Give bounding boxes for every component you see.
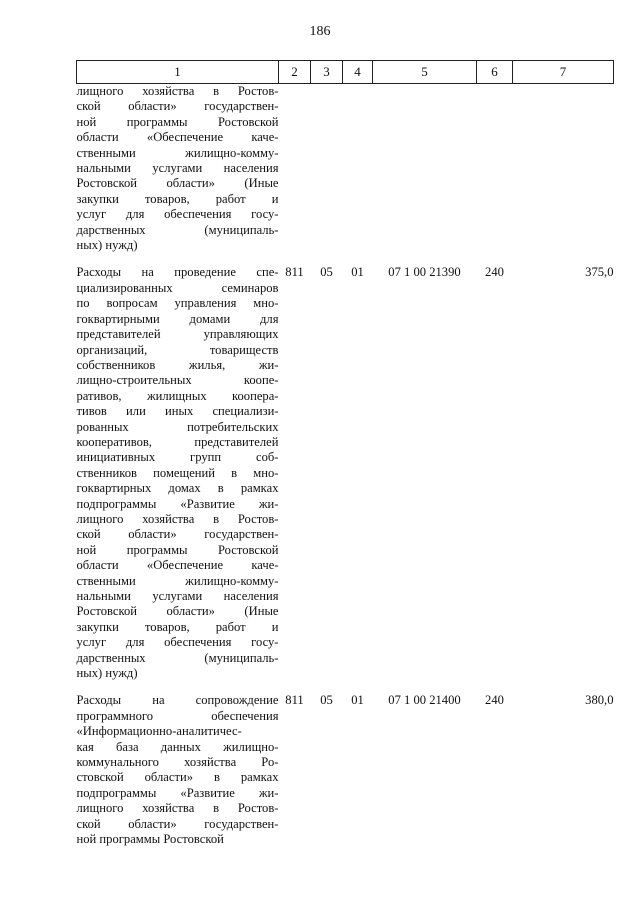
header-row — [77, 61, 614, 84]
description-line: ской области» государствен- — [76, 99, 279, 114]
row-spacer — [77, 253, 614, 265]
header-col-4: 4 — [343, 61, 373, 84]
row-spacer — [77, 681, 614, 693]
cell-col5: 07 1 00 21400 — [388, 693, 461, 708]
cell-col6: 240 — [485, 693, 504, 708]
description-line: ственников помещений в мно- — [76, 465, 279, 480]
description-line: дарственных (муниципаль- — [76, 222, 279, 237]
description-line: представителей управляющих — [76, 327, 279, 342]
description-line: Ростовской области» (Иные — [76, 176, 279, 191]
description-line: рованных потребительских — [76, 419, 279, 434]
description-line: Расходы на проведение спе- — [76, 265, 279, 280]
page-number: 186 — [309, 24, 331, 39]
description-line: ративов, жилищных коопера- — [76, 388, 279, 403]
header-col-6: 6 — [477, 61, 513, 84]
description-line: ственными жилищно-комму- — [76, 573, 279, 588]
description-line: услуг для обеспечения госу- — [76, 635, 279, 650]
header-col-3: 3 — [311, 61, 343, 84]
description-line: ной программы Ростовской — [76, 832, 224, 847]
cell-col3: 05 — [320, 265, 333, 280]
description-line: лищно-строительных коопе- — [76, 373, 279, 388]
description-line: лищного хозяйства в Ростов- — [76, 511, 279, 526]
cell-col7: 380,0 — [585, 693, 614, 708]
cell-col3: 05 — [320, 693, 333, 708]
description-line: ной программы Ростовской — [76, 114, 279, 129]
header-col-5: 5 — [373, 61, 477, 84]
description-line: услуг для обеспечения госу- — [76, 207, 279, 222]
cell-col4: 01 — [351, 693, 364, 708]
description-line: закупки товаров, работ и — [76, 619, 279, 634]
description-line: лищного хозяйства в Ростов- — [76, 84, 279, 98]
description-line: тивов или иных специализи- — [76, 404, 279, 419]
cell-col2 — [279, 84, 311, 254]
description-line: подпрограммы «Развитие жи- — [76, 785, 279, 800]
description-line: Расходы на сопровождение — [76, 693, 279, 708]
description-line: ственными жилищно-комму- — [76, 145, 279, 160]
table-row — [77, 265, 614, 681]
cell-col2: 811 — [285, 265, 304, 280]
description-line: области «Обеспечение каче- — [76, 130, 279, 145]
description-line: Ростовской области» (Иные — [76, 604, 279, 619]
description-line: программного обеспечения — [76, 708, 279, 723]
description-line: ной программы Ростовской — [76, 542, 279, 557]
header-col-2: 2 — [279, 61, 311, 84]
description-line: ных) нужд) — [76, 666, 138, 681]
cell-col2: 811 — [285, 693, 304, 708]
budget-table — [76, 60, 614, 848]
description-line: циализированных семинаров — [76, 280, 279, 295]
row-spacer-cell — [77, 253, 614, 265]
table-row — [77, 693, 614, 847]
description-line: закупки товаров, работ и — [76, 191, 279, 206]
row-description — [77, 265, 279, 681]
cell-col7: 375,0 — [585, 265, 614, 280]
description-line: по вопросам управления мно- — [76, 296, 279, 311]
table-row — [77, 84, 614, 254]
cell-col6: 240 — [485, 265, 504, 280]
row-description — [77, 693, 279, 847]
description-line: кая база данных жилищно- — [76, 739, 279, 754]
row-description — [77, 84, 279, 254]
cell-col7 — [513, 84, 614, 254]
description-line: области «Обеспечение каче- — [76, 558, 279, 573]
cell-col4 — [343, 84, 373, 254]
description-line: организаций, товариществ — [76, 342, 279, 357]
description-line: инициативных групп соб- — [76, 450, 279, 465]
description-line: лищного хозяйства в Ростов- — [76, 801, 279, 816]
description-line: гоквартирными домами для — [76, 311, 279, 326]
description-line: коммунального хозяйства Ро- — [76, 755, 279, 770]
description-line: нальными услугами населения — [76, 589, 279, 603]
cell-col5: 07 1 00 21390 — [388, 265, 461, 280]
cell-col4: 01 — [351, 265, 364, 280]
description-line: собственников жилья, жи- — [76, 357, 279, 372]
description-line: дарственных (муниципаль- — [76, 650, 279, 665]
description-line: стовской области» в рамках — [76, 770, 279, 785]
description-line: ных) нужд) — [76, 238, 138, 253]
row-spacer-cell — [77, 681, 614, 693]
header-col-1: 1 — [77, 61, 279, 84]
cell-col5 — [373, 84, 477, 254]
description-line: гоквартирных домах в рамках — [76, 481, 279, 496]
description-line: кооперативов, представителей — [76, 434, 279, 449]
description-line: нальными услугами населения — [76, 161, 279, 176]
cell-col6 — [477, 84, 513, 254]
description-line: «Информационно-аналитичес- — [76, 724, 242, 739]
cell-col3 — [311, 84, 343, 254]
description-line: ской области» государствен- — [76, 816, 279, 831]
header-col-7: 7 — [513, 61, 614, 84]
description-line: ской области» государствен- — [76, 527, 279, 542]
description-line: подпрограммы «Развитие жи- — [76, 496, 279, 511]
